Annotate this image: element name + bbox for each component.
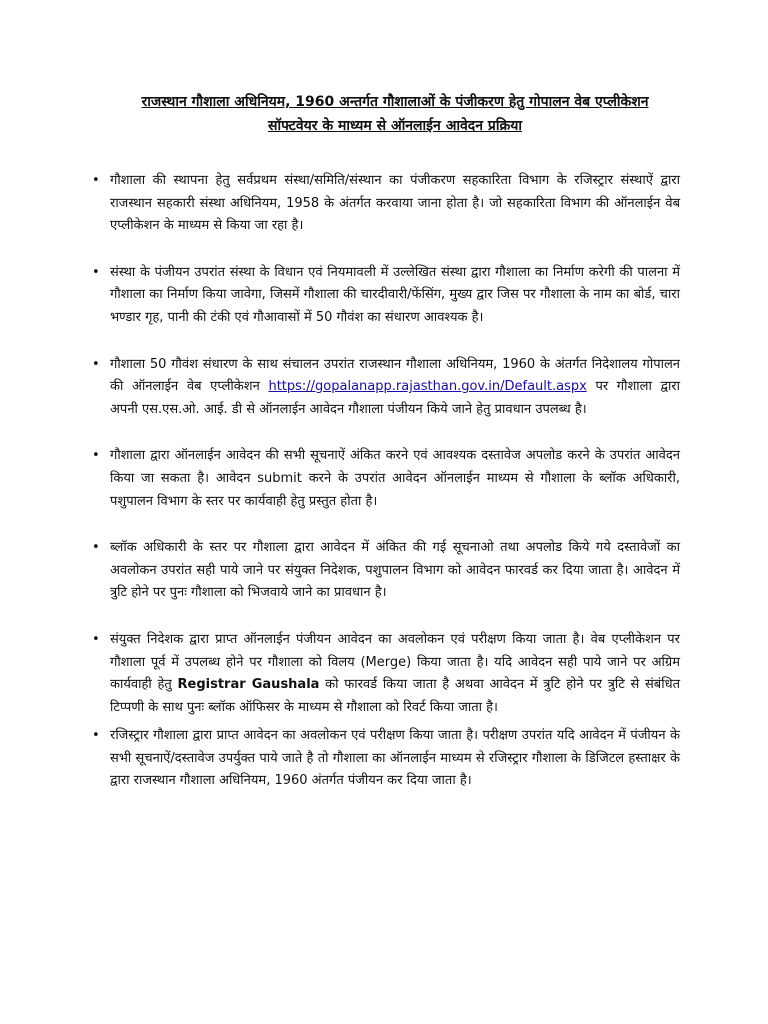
bullet-icon: •: [92, 264, 100, 280]
step-2-construction: [92, 262, 680, 330]
step-4-submit: [92, 445, 680, 513]
bullet-icon: •: [92, 448, 100, 464]
page-title-line-1: राजस्थान गौशाला अधिनियम, 1960 अन्तर्गत गौशालाओं के पंजीकरण हेतु गोपालन वेब एप्लीकेशन: [141, 94, 649, 110]
step-3-text-after: पर गौशाला द्वारा अपनी एस.एस.ओ. आई. डी से ऑनलाईन आवेदन गौशाला पंजीयन किये जाने हेतु प्रावधान उपलब्ध है।: [110, 379, 680, 417]
step-5-block-officer: [92, 537, 680, 605]
step-4-text: गौशाला द्वारा ऑनलाईन आवेदन की सभी सूचनाऐं अंकित करने एवं आवश्यक दस्तावेज अपलोड करने के उपरांत आवेदन किया जा सकता है। आवेदन submit करने के उपरांत आवेदन ऑनलाईन माध्यम से गौशाला के ब्लॉक अधिकारी, पशुपालन विभाग के स्तर पर कार्यवाही हेतु प्रस्तुत होता है।: [110, 448, 680, 509]
step-1-registration: [92, 170, 680, 238]
bullet-icon: •: [92, 173, 100, 188]
step-5-text: ब्लॉक अधिकारी के स्तर पर गौशाला द्वारा आवेदन में अंकित की गई सूचनाओ तथा अपलोड किये गये दस्तावेजों का अवलोकन उपरांत सही पाये जाने पर संयुक्त निदेशक, पशुपालन विभाग को आवेदन फारवर्ड कर दिया जाता है। आवेदन में त्रुटि होने पर पुनः गौशाला को भिजवाये जाने का प्रावधान है।: [110, 540, 680, 601]
step-3-online-application: [92, 354, 680, 422]
process-steps-list: [92, 170, 680, 793]
registrar-gaushala-label: Registrar Gaushala: [177, 677, 320, 693]
step-3-text-before: गौशाला 50 गौवंश संधारण के साथ संचालन उपरांत राजस्थान गौशाला अधिनियम, 1960 के अंतर्गत निदेशालय गोपालन की ऑनलाईन वेब एप्लीकेशन: [110, 356, 680, 395]
step-6-text-after: को फारवर्ड किया जाता है अथवा आवेदन में त्रुटि होने पर त्रुटि से संबंधित टिप्पणी के साथ पुनः ब्लॉक ऑफिसर के माध्यम से गौशाला को रिवर्ट किया जाता है।: [110, 677, 680, 715]
step-6-joint-director: [92, 629, 680, 719]
bullet-icon: •: [92, 631, 100, 647]
page-title: [110, 90, 680, 138]
bullet-icon: •: [92, 728, 100, 744]
step-1-text: गौशाला की स्थापना हेतु सर्वप्रथम संस्था/समिति/संस्थान का पंजीकरण सहकारिता विभाग के रजिस्ट्रार संस्थाऐं द्वारा राजस्थान सहकारी संस्था अधिनियम, 1958 के अंतर्गत करवाया जाना होता है। जो सहकारिता विभाग की ऑनलाईन वेब एप्लीकेशन के माध्यम से किया जा रहा है।: [110, 173, 680, 234]
step-7-registrar: [92, 725, 680, 793]
page-title-line-2: सॉफ्टवेयर के माध्यम से ऑनलाईन आवेदन प्रक्रिया: [268, 118, 522, 134]
bullet-icon: •: [92, 540, 100, 556]
step-7-text: रजिस्ट्रार गौशाला द्वारा प्राप्त आवेदन का अवलोकन एवं परीक्षण किया जाता है। परीक्षण उपरांत यदि आवेदन में पंजीयन के सभी सूचनाऐं/दस्तावेज उपर्युक्त पाये जाते है तो गौशाला का ऑनलाईन माध्यम से रजिस्ट्रार गौशाला के डिजिटल हस्ताक्षर के द्वारा राजस्थान गौशाला अधिनियम, 1960 अंतर्गत पंजीयन कर दिया जाता है।: [110, 728, 680, 789]
gopalan-app-link[interactable]: https://gopalanapp.rajasthan.gov.in/Default.aspx: [268, 379, 587, 395]
step-2-text: संस्था के पंजीयन उपरांत संस्था के विधान एवं नियमावली में उल्लेखित संस्था द्वारा गौशाला का निर्माण करेगी की पालना में गौशाला का निर्माण किया जावेगा, जिसमें गौशाला की चारदीवारी/फेंसिंग, मुख्य द्वार जिस पर गौशाला के नाम का बोर्ड, चारा भण्डार गृह, पानी की टंकी एवं गौआवासों में 50 गौवंश का संधारण आवश्यक है।: [110, 264, 680, 325]
bullet-icon: •: [92, 356, 100, 372]
step-6-text-before: संयुक्त निदेशक द्वारा प्राप्त ऑनलाईन पंजीयन आवेदन का अवलोकन एवं परीक्षण किया जाता है। वेब एप्लीकेशन पर गौशाला पूर्व में उपलब्ध होने पर गौशाला को विलय (Merge) किया जाता है। यदि आवेदन सही पाये जाने पर अग्रिम कार्यवाही हेतु: [110, 631, 680, 693]
